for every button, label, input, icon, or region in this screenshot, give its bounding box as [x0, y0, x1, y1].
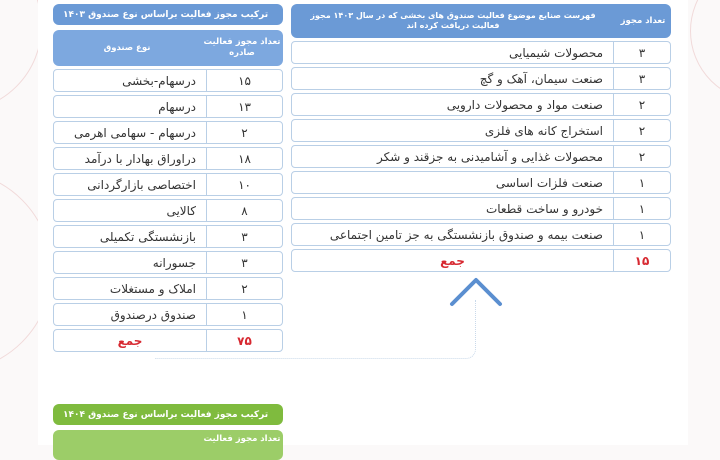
table-body [291, 41, 671, 246]
row-label: صنعت مواد و محصولات دارویی [446, 97, 603, 112]
row-count: ۱ [613, 172, 670, 193]
row-label: دراوراق بهادار با درآمد [84, 151, 196, 166]
row-label: صنعت فلزات اساسی [495, 175, 603, 190]
row-label: بازنشستگی تکمیلی [99, 229, 196, 244]
table-row [291, 223, 671, 246]
row-count: ۲ [206, 122, 282, 143]
row-count: ۳ [613, 42, 670, 63]
row-count: ۲ [206, 278, 282, 299]
table-row [291, 197, 671, 220]
row-label: درسهام - سهامی اهرمی [74, 125, 196, 140]
license-by-fund-type-table-1404 [53, 404, 283, 460]
row-count: ۸ [206, 200, 282, 221]
row-label: خودرو و ساخت قطعات [485, 201, 603, 216]
table-row [291, 67, 671, 90]
row-label: اختصاصی بازارگردانی [87, 177, 196, 192]
row-count: ۱ [613, 224, 670, 245]
table-row [53, 147, 283, 170]
table-title: ترکیب مجوز فعالیت براساس نوع صندوق ۱۴۰۳ [53, 4, 283, 25]
table-row [53, 199, 283, 222]
total-label: جمع [440, 253, 465, 268]
header-count: تعداد مجوز [620, 15, 666, 26]
row-count: ۲ [613, 120, 670, 141]
header-title: فهرست صنایع موضوع فعالیت صندوق های بخشی که در سال ۱۴۰۳ مجوز فعالیت دریافت کرده اند [310, 11, 596, 30]
table-header [53, 30, 283, 66]
row-count: ۱ [206, 304, 282, 325]
row-label: کالایی [166, 203, 196, 218]
row-label: جسورانه [152, 255, 196, 270]
table-row [291, 93, 671, 116]
table-header [53, 430, 283, 460]
table-row [53, 225, 283, 248]
table-row [291, 119, 671, 142]
row-count: ۲ [613, 94, 670, 115]
header-type [53, 430, 201, 460]
table-body [53, 69, 283, 326]
total-count: ۱۵ [613, 250, 670, 271]
table-header [291, 4, 671, 38]
row-label: محصولات شیمیایی [509, 45, 603, 60]
decorative-circle [0, 0, 42, 112]
table-row [53, 121, 283, 144]
row-label: درسهام-بخشی [122, 73, 196, 88]
row-count: ۱۰ [206, 174, 282, 195]
decorative-circle [690, 0, 720, 102]
row-count: ۱۸ [206, 148, 282, 169]
row-count: ۱ [613, 198, 670, 219]
row-label: صندوق درصندوق [110, 307, 196, 322]
table-row [291, 145, 671, 168]
row-count: ۳ [206, 252, 282, 273]
row-count: ۳ [206, 226, 282, 247]
total-label: جمع [117, 333, 143, 348]
row-label: درسهام [158, 99, 196, 114]
chevron-up-icon [448, 270, 504, 314]
table-row [53, 95, 283, 118]
header-count: تعداد مجوز فعالیت صادره [203, 37, 281, 58]
row-label: استخراج کانه های فلزی [484, 123, 603, 138]
row-label: محصولات غذایی و آشامیدنی به جزقند و شکر [377, 149, 603, 164]
row-count: ۱۵ [206, 70, 282, 91]
row-count: ۳ [613, 68, 670, 89]
sector-industries-table [291, 4, 671, 272]
header-count: تعداد مجوز فعالیت [203, 434, 281, 444]
connector-line [155, 300, 476, 359]
table-row [53, 69, 283, 92]
table-row [53, 277, 283, 300]
row-label: صنعت سیمان، آهک و گچ [479, 71, 603, 86]
total-count: ۷۵ [206, 330, 282, 351]
table-row [53, 251, 283, 274]
total-row [291, 249, 671, 272]
row-count: ۱۳ [206, 96, 282, 117]
table-row [291, 171, 671, 194]
row-label: املاک و مستغلات [109, 281, 196, 296]
table-row [53, 173, 283, 196]
header-type: نوع صندوق [103, 42, 151, 53]
table-row [291, 41, 671, 64]
table-title: ترکیب مجوز فعالیت براساس نوع صندوق ۱۴۰۴ [53, 404, 283, 425]
row-count: ۲ [613, 146, 670, 167]
row-label: صنعت بیمه و صندوق بازنشستگی به جز تامین اجتماعی [329, 227, 603, 242]
